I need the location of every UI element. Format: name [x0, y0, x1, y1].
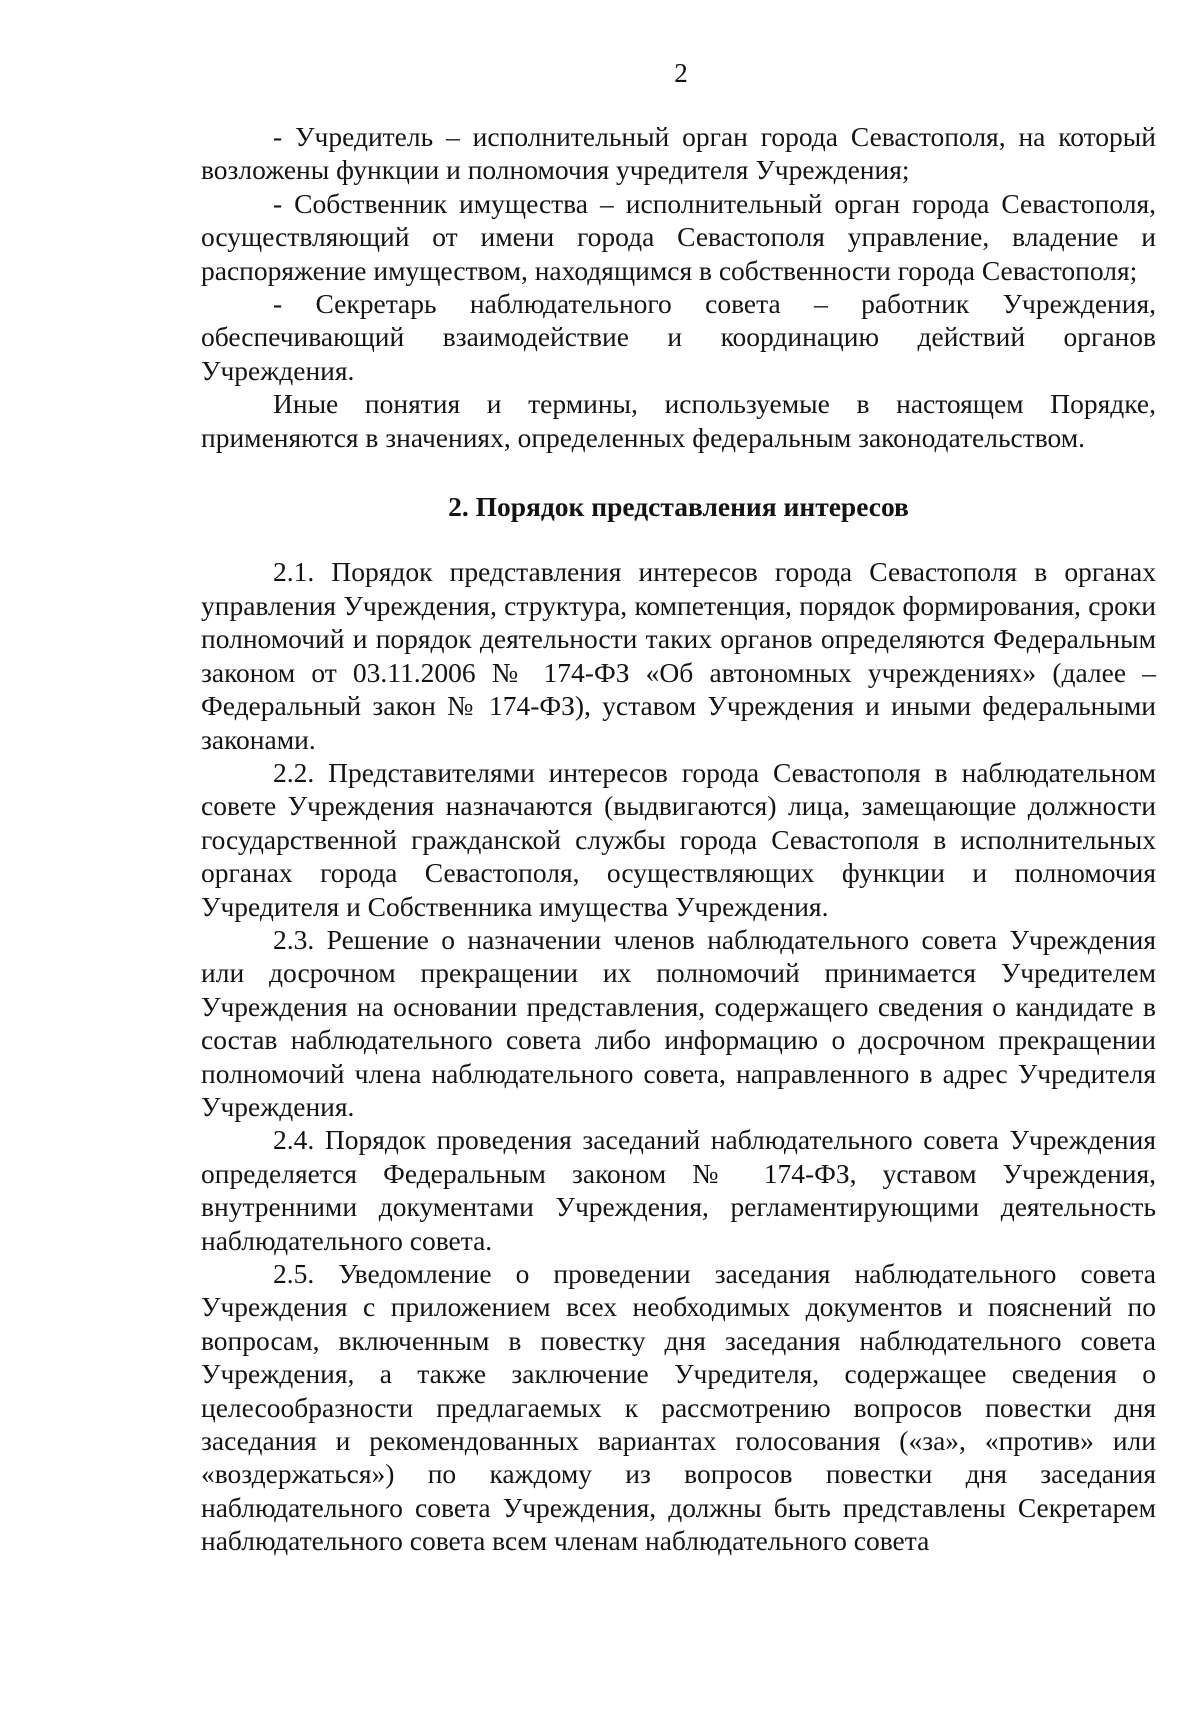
paragraph-2-3: 2.3. Решение о назначении членов наблюдательного совета Учреждения или досрочном прекращении их полномочий принимается Учредителем Учреждения на основании представления, содержащего сведения о кандидате в состав наблюдательного совета либо информацию о досрочном прекращении полномочий члена наблюдательного совета, направленного в адрес Учредителя Учреждения.: [201, 923, 1156, 1122]
document-body: [201, 120, 1156, 1558]
definition-council-secretary: - Секретарь наблюдательного совета – работник Учреждения, обеспечивающий взаимодействие и координацию действий органов Учреждения.: [201, 288, 1156, 386]
section-heading: 2. Порядок представления интересов: [448, 491, 909, 523]
paragraph-2-2: 2.2. Представителями интересов города Севастополя в наблюдательном совете Учреждения назначаются (выдвигаются) лица, замещающие должности государственной гражданской службы города Севастополя в исполнительных органах города Севастополя, осуществляющих функции и полномочия Учредителя и Собственника имущества Учреждения.: [201, 756, 1156, 922]
definition-property-owner: - Собственник имущества – исполнительный орган города Севастополя, осуществляющий от имени города Севастополя управление, владение и распоряжение имуществом, находящимся в собственности города Севастополя;: [201, 187, 1156, 286]
page-number: 2: [674, 58, 688, 88]
definition-other-terms: Иные понятия и термины, используемые в настоящем Порядке, применяются в значениях, определенных федеральным законодательством.: [201, 388, 1156, 453]
definition-founder: - Учредитель – исполнительный орган города Севастополя, на который возложены функции и полномочия учредителя Учреждения;: [201, 121, 1156, 186]
paragraph-2-1: 2.1. Порядок представления интересов города Севастополя в органах управления Учреждения, структура, компетенция, порядок формирования, сроки полномочий и порядок деятельности таких органов определяются Федеральным законом от 03.11.2006 № 174-ФЗ «Об автономных учреждениях» (далее – Федеральный закон № 174-ФЗ), уставом Учреждения и иными федеральными законами.: [201, 556, 1156, 755]
paragraph-2-4: 2.4. Порядок проведения заседаний наблюдательного совета Учреждения определяется Федеральным законом № 174-ФЗ, уставом Учреждения, внутренними документами Учреждения, регламентирующими деятельность наблюдательного совета.: [201, 1124, 1156, 1256]
paragraph-2-5: 2.5. Уведомление о проведении заседания наблюдательного совета Учреждения с приложением всех необходимых документов и пояснений по вопросам, включенным в повестку дня заседания наблюдательного совета Учреждения, а также заключение Учредителя, содержащее сведения о целесообразности предлагаемых к рассмотрению вопросов повестки дня заседания и рекомендованных вариантах голосования («за», «против» или «воздержаться») по каждому из вопросов повестки дня заседания наблюдательного совета Учреждения, должны быть представлены Секретарем наблюдательного совета всем членам наблюдательного совета: [201, 1258, 1156, 1557]
